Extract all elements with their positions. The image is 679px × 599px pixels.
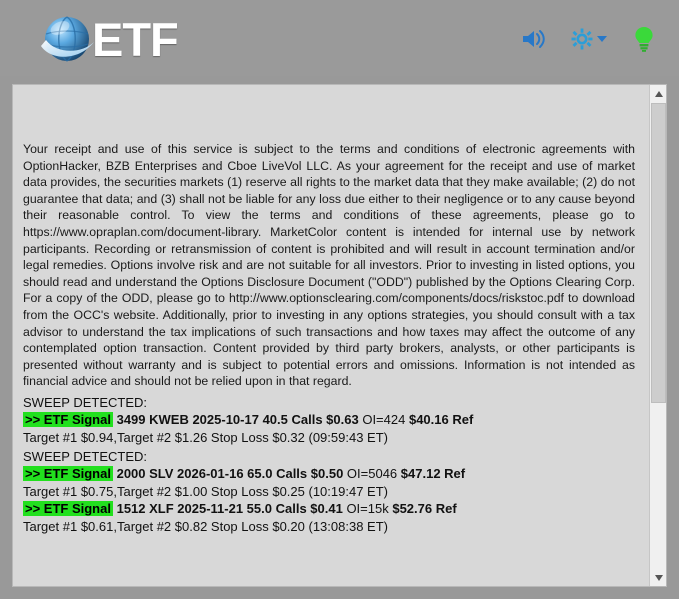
arrow-up-icon — [655, 91, 663, 97]
signal-targets: Target #1 $0.75,Target #2 $1.00 Stop Loss $0.25 (10:19:47 ET) — [23, 483, 388, 499]
alert-block — [23, 448, 635, 500]
signal-details: 2000 SLV 2026-01-16 65.0 Calls $0.50 — [116, 465, 344, 481]
signal-line[interactable] — [23, 411, 635, 429]
alert-block — [23, 500, 635, 535]
etf-signal-tag: >> ETF Signal — [25, 411, 111, 427]
signal-reference-price: $47.12 Ref — [400, 465, 466, 481]
scroll-down-button[interactable] — [650, 569, 667, 586]
signal-open-interest: OI=5046 — [346, 465, 398, 481]
disclaimer-text: Your receipt and use of this service is subject to the terms and conditions of electronic agreements with OptionHacker, BZB Enterprises and Cboe LiveVol LLC. As your agreement for the receipt and use of market data provides, the securities markets (1) reserve all rights to the market data that they make available; (2) do not guarantee that data; and (3) shall not be liable for any loss due either to their negligence or to any cause beyond their reasonable control. To view the terms and conditions of these agreements, please go to https://www.opraplan.com/document-library. MarketColor content is intended for internal use by network participants. Recording or retransmission of content is prohibited and will result in account termination and/or legal remedies. Options involve risk and are not suitable for all investors. Prior to investing in listed options, you should read and understand the Options Disclosure Document ("ODD") published by the Options Clearing Corp. For a copy of the ODD, please go to http://www.optionsclearing.com/components/docs/riskstoc.pdf to download from the OCC's website. Additionally, prior to investing in any options strategies, you should consult with a tax advisor to understand the tax implications of such transactions and how taxes may affect the outcome of any contemplated option transaction. Content provided by third party brokers, analysts, or other participants is presented without warranty and is subject to potential errors and omissions. Information is not intended as financial advice and should not be relied upon in that regard. — [23, 142, 635, 389]
signal-open-interest: OI=424 — [362, 411, 406, 427]
header-icon-group — [521, 26, 655, 52]
vertical-scrollbar[interactable] — [649, 85, 666, 586]
alert-block — [23, 394, 635, 446]
etf-signal-tag: >> ETF Signal — [25, 500, 111, 516]
logo-text: ETF — [92, 12, 178, 66]
signal-targets: Target #1 $0.61,Target #2 $0.82 Stop Loss $0.20 (13:08:38 ET) — [23, 518, 388, 534]
arrow-down-icon — [655, 575, 663, 581]
content-scroll-area — [13, 85, 649, 586]
signal-line[interactable] — [23, 465, 635, 483]
chevron-down-icon[interactable] — [597, 36, 607, 42]
scrollbar-thumb[interactable] — [651, 103, 666, 403]
signal-open-interest: OI=15k — [346, 500, 389, 516]
signal-details: 1512 XLF 2025-11-21 55.0 Calls $0.41 — [116, 500, 343, 516]
app-logo — [38, 10, 178, 68]
globe-icon — [38, 10, 96, 68]
signal-line[interactable] — [23, 500, 635, 518]
sweep-detected-label: SWEEP DETECTED: — [23, 448, 148, 464]
speaker-icon[interactable] — [521, 28, 545, 50]
signal-reference-price: $40.16 Ref — [408, 411, 474, 427]
signal-targets: Target #1 $0.94,Target #2 $1.26 Stop Loss $0.32 (09:59:43 ET) — [23, 429, 388, 445]
signal-details: 3499 KWEB 2025-10-17 40.5 Calls $0.63 — [116, 411, 359, 427]
content-panel — [12, 84, 667, 587]
sweep-detected-label: SWEEP DETECTED: — [23, 394, 148, 410]
app-header — [0, 0, 679, 76]
etf-signal-tag: >> ETF Signal — [25, 465, 111, 481]
gear-icon[interactable] — [571, 28, 607, 50]
lightbulb-icon[interactable] — [633, 26, 655, 52]
signal-reference-price: $52.76 Ref — [392, 500, 457, 516]
scroll-up-button[interactable] — [650, 85, 667, 102]
